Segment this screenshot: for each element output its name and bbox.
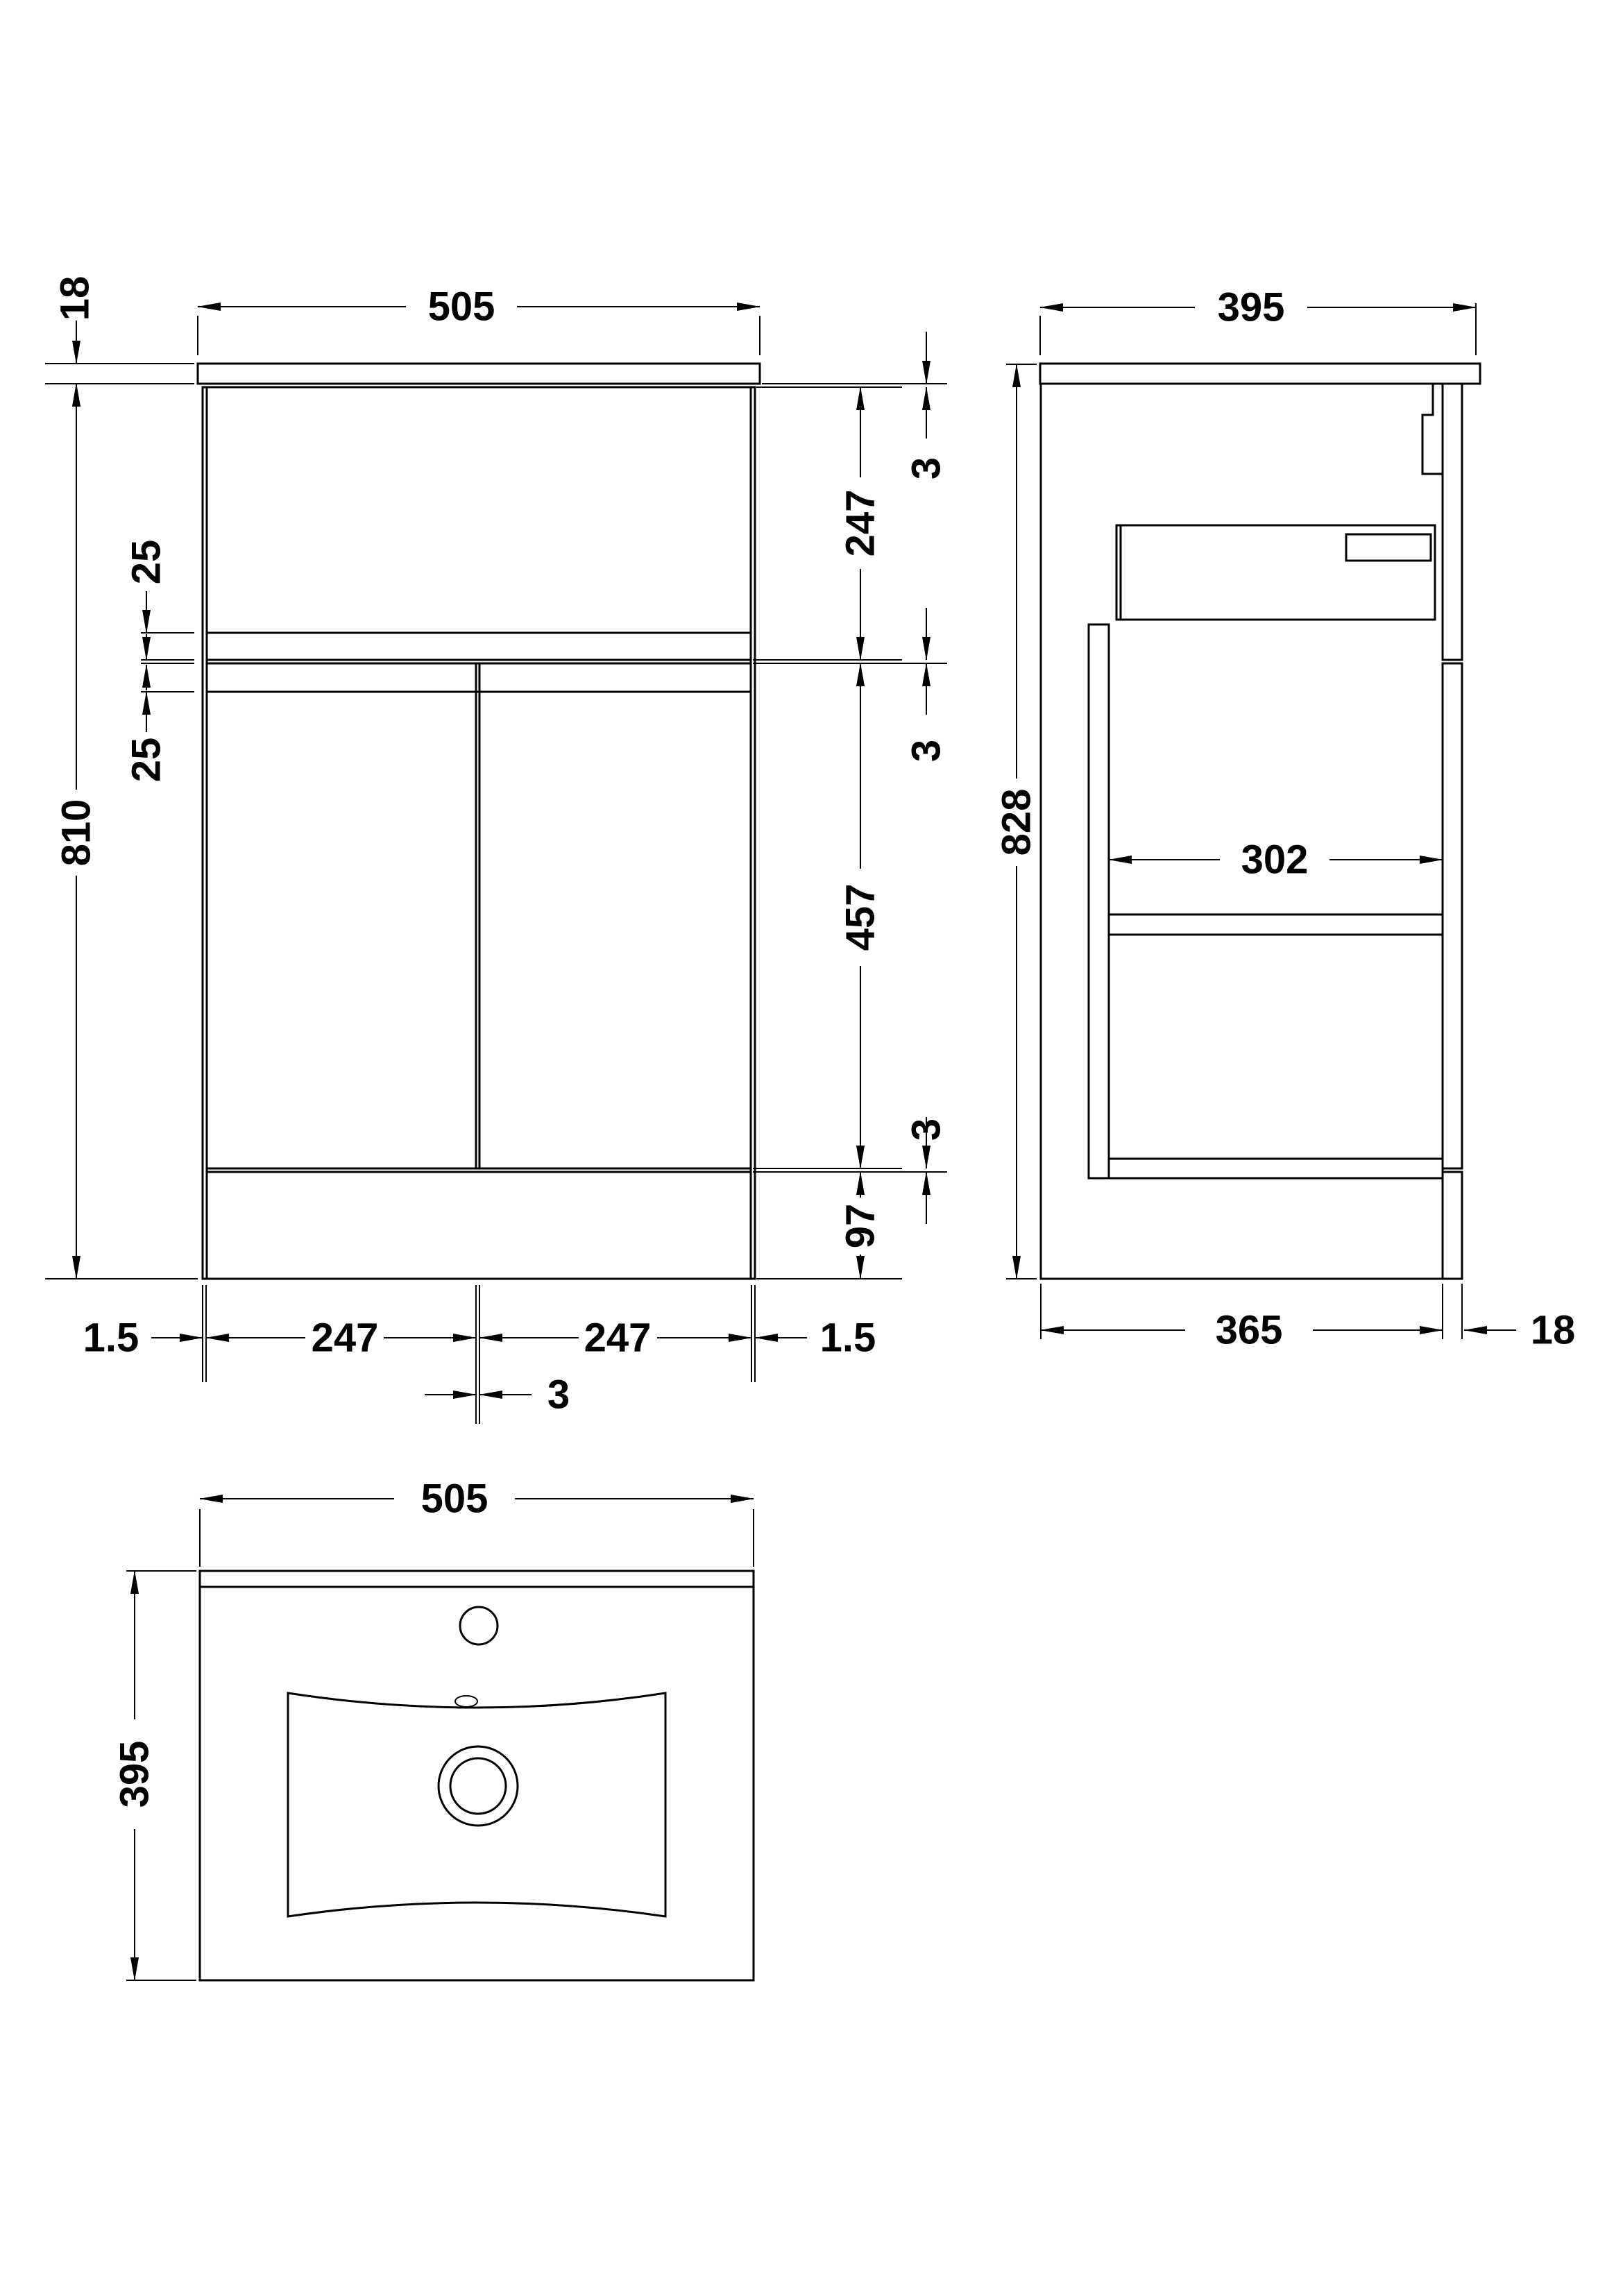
side-shelf [1109,915,1443,935]
dim-front-recesses [124,540,195,783]
dim-front-height-label: 810 [53,799,99,867]
dim-front-width-label: 505 [427,284,495,330]
basin-bowl [288,1693,665,1916]
dim-front-gaps [904,332,949,1224]
dim-door-left-label: 247 [311,1315,379,1361]
side-bottom-board [1109,1159,1443,1178]
dim-plinth-label: 97 [838,1203,883,1249]
side-front-rail [1422,384,1443,474]
dim-panel-label: 247 [838,489,883,557]
side-back-panel [1089,624,1109,1178]
dim-front-bottom-chain [83,1285,876,1424]
dim-recess-lower-label: 25 [124,737,169,783]
dim-side-depth-label: 395 [1217,284,1285,330]
dim-plan-width-label: 505 [420,1476,488,1522]
dim-door-label: 457 [838,883,883,951]
dim-plan-width [200,1477,754,1567]
dim-side-height [994,364,1039,1279]
dim-gap-top-label: 3 [903,457,949,480]
side-front-panels [1443,386,1462,1279]
side-elevation-view [994,285,1576,1353]
dim-front-width [198,284,760,356]
dim-panel-thickness-label: 18 [1530,1307,1576,1353]
side-worktop [1040,364,1480,384]
dim-front-worktop-label: 18 [52,275,98,321]
dim-gap-bottom-label: 3 [903,1118,949,1141]
dim-edge-right-label: 1.5 [819,1315,876,1361]
dim-side-internal [1109,837,1443,883]
side-drawer-notch [1346,534,1431,561]
dim-front-right-chain [753,384,947,1279]
dim-door-right-label: 247 [584,1315,652,1361]
dim-side-bottom-chain [1041,1284,1575,1353]
dim-front-bottom-ext [203,1285,755,1424]
dim-side-height-label: 828 [994,788,1039,856]
dim-front-worktop-thickness [45,276,194,429]
dim-door-gap-label: 3 [547,1372,570,1418]
plan-worktop-outline [200,1571,754,1980]
front-worktop [198,364,760,384]
dim-front-recess-ext [141,633,194,692]
side-drawer-box [1116,525,1435,620]
dim-front-unit-height [45,384,198,1279]
dim-front-worktop-ext [45,364,194,384]
front-door-lines [207,663,751,1172]
side-outline [1041,384,1462,1279]
dim-plan-depth-label: 395 [112,1740,158,1808]
dim-recess-upper-label: 25 [124,539,169,585]
dim-side-depth [1040,285,1476,356]
dim-carcass-depth-label: 365 [1215,1307,1283,1353]
front-elevation-view [45,276,949,1424]
dim-plan-depth [112,1571,197,1980]
tap-hole [460,1607,498,1644]
dim-gap-mid-label: 3 [903,739,949,763]
overflow-hole [455,1696,477,1707]
dim-side-internal-label: 302 [1241,837,1309,883]
dim-edge-left-label: 1.5 [83,1315,139,1361]
waste-hole-inner [450,1758,506,1814]
basin-plan-view [112,1477,754,1981]
